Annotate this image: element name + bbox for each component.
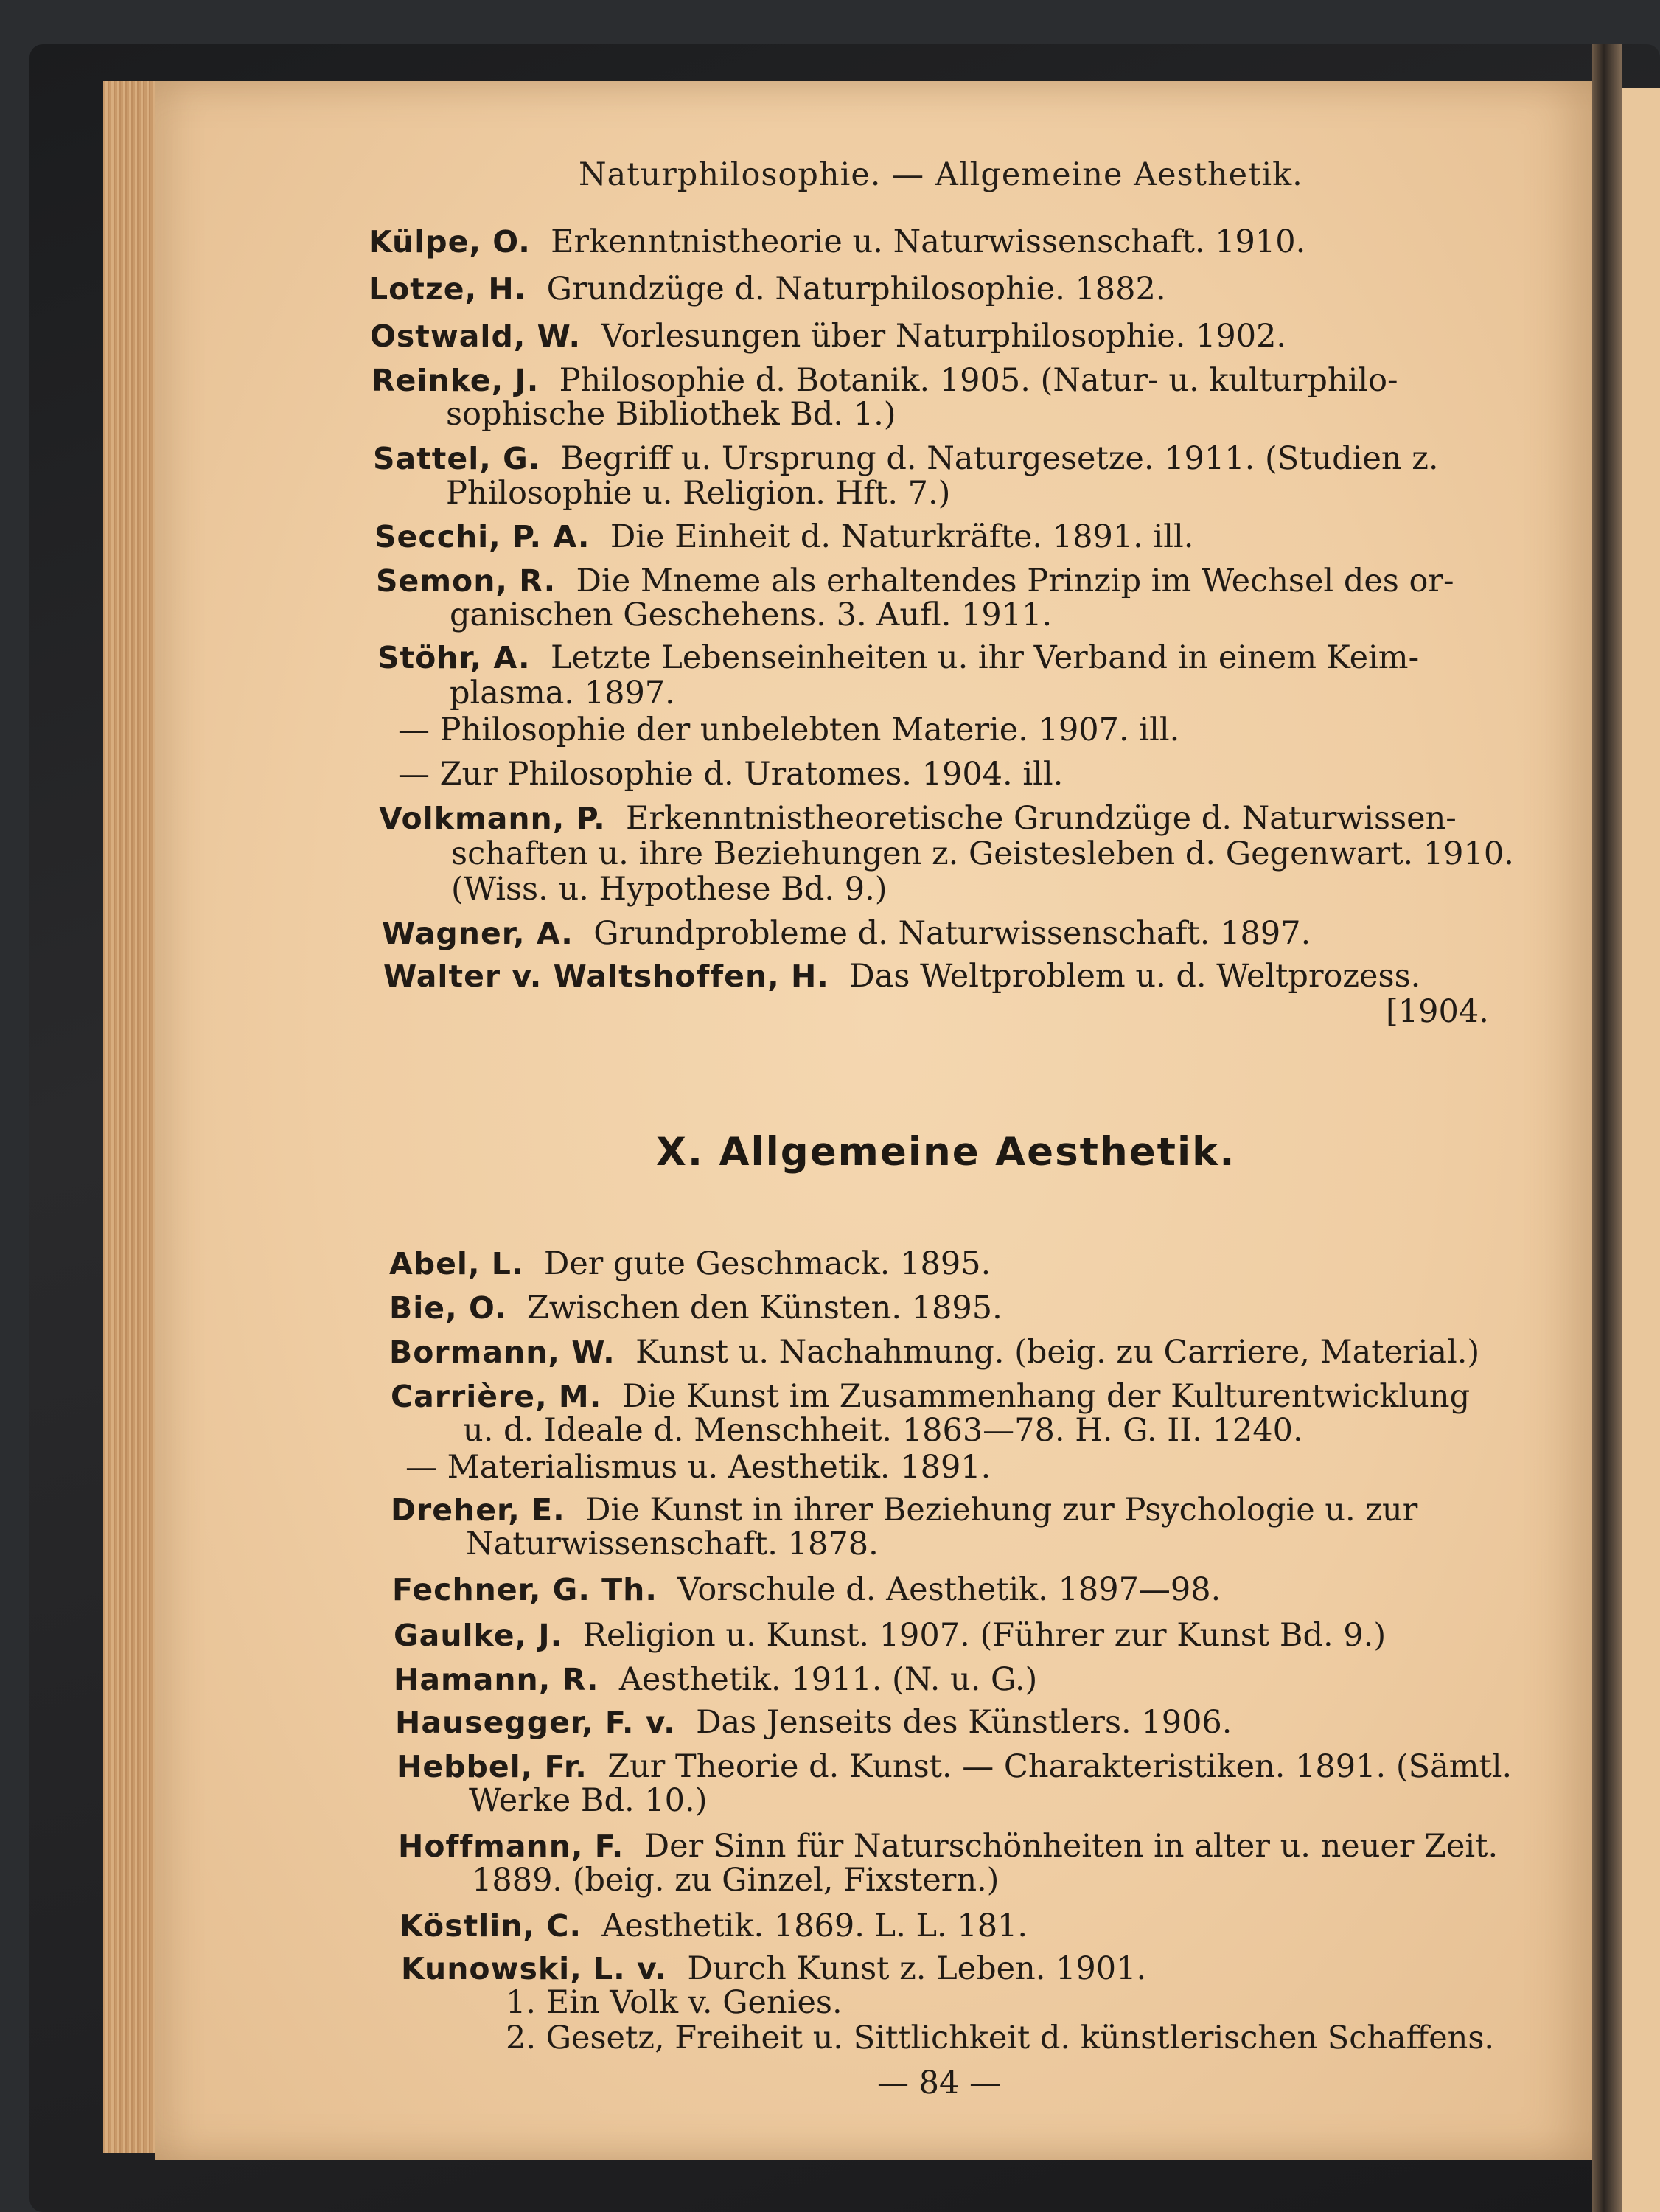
entry-author: Reinke, J. bbox=[372, 363, 540, 398]
entry-text: Aesthetik. 1911. (N. u. G.) bbox=[618, 1661, 1038, 1698]
entry-gaulke bbox=[394, 1615, 1386, 1656]
entry-author: Hoffmann, F. bbox=[398, 1829, 624, 1864]
entry-text: Durch Kunst z. Leben. 1901. bbox=[687, 1950, 1147, 1987]
entry-text: Aesthetik. 1869. L. L. 181. bbox=[601, 1907, 1028, 1944]
entry-author: Lotze, H. bbox=[369, 271, 527, 307]
entry-text: — Philosophie der unbelebten Materie. 1907. ill. bbox=[398, 712, 1180, 748]
entry-author: Köstlin, C. bbox=[400, 1908, 582, 1944]
entry-text: Erkenntnistheorie u. Naturwissenschaft. 1910. bbox=[551, 223, 1306, 260]
entry-carriere-2 bbox=[405, 1447, 991, 1488]
entry-text: Grundzüge d. Naturphilosophie. 1882. bbox=[546, 271, 1166, 307]
entry-text: Das Jenseits des Künstlers. 1906. bbox=[696, 1704, 1232, 1741]
entry-author: Bormann, W. bbox=[389, 1335, 615, 1370]
entry-author: Abel, L. bbox=[389, 1246, 524, 1281]
entry-text: Begriff u. Ursprung d. Naturgesetze. 1911. (Studien z. bbox=[560, 440, 1439, 477]
entry-text: Vorschule d. Aesthetik. 1897—98. bbox=[677, 1571, 1221, 1608]
entry-author: Hamann, R. bbox=[394, 1662, 599, 1697]
entry-text: Kunst u. Nachahmung. (beig. zu Carriere, Material.) bbox=[635, 1334, 1480, 1371]
entry-continuation: plasma. 1897. bbox=[450, 675, 675, 712]
entry-text: Religion u. Kunst. 1907. (Führer zur Kunst Bd. 9.) bbox=[582, 1617, 1387, 1654]
entry-hausegger bbox=[395, 1702, 1232, 1743]
entry-text: Die Kunst im Zusammenhang der Kulturentwicklung bbox=[621, 1378, 1471, 1415]
facing-page-edge bbox=[1622, 88, 1660, 2212]
entry-author: Stöhr, A. bbox=[377, 640, 531, 675]
entry-lotze bbox=[369, 268, 1166, 310]
entry-text: Zur Theorie d. Kunst. — Charakteristiken. 1891. (Sämtl. bbox=[607, 1748, 1513, 1785]
entry-author: Walter v. Waltshoffen, H. bbox=[383, 959, 829, 994]
entry-text: Das Weltproblem u. d. Weltprozess. bbox=[849, 958, 1421, 995]
page-number: — 84 — bbox=[877, 2065, 1002, 2101]
entry-koestlin bbox=[400, 1905, 1028, 1947]
entry-bie bbox=[389, 1287, 1002, 1329]
entry-author: Kunowski, L. v. bbox=[401, 1951, 667, 1986]
running-head-text: Naturphilosophie. — Allgemeine Aesthetik. bbox=[579, 156, 1303, 193]
entry-author: Hebbel, Fr. bbox=[397, 1749, 587, 1784]
entry-continuation: [1904. bbox=[1386, 993, 1489, 1030]
entry-author: Hausegger, F. v. bbox=[395, 1705, 676, 1740]
entry-ostwald bbox=[370, 316, 1286, 357]
entry-continuation: 1889. (beig. zu Ginzel, Fixstern.) bbox=[472, 1862, 1000, 1899]
entry-author: Semon, R. bbox=[376, 563, 557, 599]
entry-author: Wagner, A. bbox=[382, 916, 573, 951]
entry-author: Volkmann, P. bbox=[379, 801, 606, 836]
book-gutter bbox=[1592, 44, 1622, 2212]
section-heading: X. Allgemeine Aesthetik. bbox=[656, 1130, 1236, 1175]
entry-author: Ostwald, W. bbox=[370, 319, 582, 354]
entry-author: Bie, O. bbox=[389, 1290, 507, 1326]
entry-continuation: u. d. Ideale d. Menschheit. 1863—78. H. G. II. 1240. bbox=[463, 1412, 1303, 1449]
entry-continuation: Naturwissenschaft. 1878. bbox=[466, 1526, 879, 1562]
entry-text: Die Einheit d. Naturkräfte. 1891. ill. bbox=[610, 518, 1194, 555]
entry-author: Gaulke, J. bbox=[394, 1618, 563, 1653]
entry-text: Philosophie d. Botanik. 1905. (Natur- u. kulturphilo- bbox=[559, 362, 1398, 399]
entry-continuation: 1. Ein Volk v. Genies. bbox=[506, 1984, 843, 2021]
entry-stoehr-2 bbox=[398, 709, 1179, 751]
entry-text: Erkenntnistheoretische Grundzüge d. Naturwissen- bbox=[626, 800, 1457, 837]
entry-kuelpe bbox=[369, 221, 1305, 262]
entry-text: Der Sinn für Naturschönheiten in alter u. neuer Zeit. bbox=[644, 1828, 1499, 1865]
entry-continuation: 2. Gesetz, Freiheit u. Sittlichkeit d. künstlerischen Schaffens. bbox=[506, 2020, 1495, 2056]
entry-text: Vorlesungen über Naturphilosophie. 1902. bbox=[601, 318, 1287, 355]
entry-author: Fechner, G. Th. bbox=[392, 1572, 658, 1607]
entry-stoehr-3 bbox=[398, 754, 1063, 795]
entry-walter bbox=[383, 956, 1420, 997]
entry-hamann bbox=[394, 1659, 1037, 1700]
entry-author: Külpe, O. bbox=[369, 224, 531, 260]
entry-text: Zwischen den Künsten. 1895. bbox=[526, 1290, 1002, 1326]
entry-wagner bbox=[382, 913, 1311, 954]
entry-text: — Zur Philosophie d. Uratomes. 1904. ill. bbox=[398, 756, 1064, 793]
entry-continuation: (Wiss. u. Hypothese Bd. 9.) bbox=[451, 871, 887, 908]
entry-text: Grundprobleme d. Naturwissenschaft. 1897. bbox=[593, 915, 1311, 952]
entry-text: — Materialismus u. Aesthetik. 1891. bbox=[405, 1449, 991, 1486]
entry-author: Secchi, P. A. bbox=[374, 519, 590, 554]
entry-text: Die Mneme als erhaltendes Prinzip im Wechsel des or- bbox=[576, 563, 1454, 599]
entry-continuation: schaften u. ihre Beziehungen z. Geistesleben d. Gegenwart. 1910. bbox=[451, 835, 1514, 872]
entry-text: Die Kunst in ihrer Beziehung zur Psychologie u. zur bbox=[585, 1492, 1418, 1528]
entry-continuation: sophische Bibliothek Bd. 1.) bbox=[446, 396, 896, 433]
entry-text: Letzte Lebenseinheiten u. ihr Verband in einem Keim- bbox=[550, 639, 1420, 676]
entry-continuation: Werke Bd. 10.) bbox=[469, 1782, 708, 1819]
entry-continuation: ganischen Geschehens. 3. Aufl. 1911. bbox=[450, 597, 1053, 633]
entry-author: Carrière, M. bbox=[391, 1379, 602, 1414]
entry-continuation: Philosophie u. Religion. Hft. 7.) bbox=[446, 475, 951, 512]
entry-bormann bbox=[389, 1332, 1479, 1373]
entry-abel bbox=[389, 1243, 991, 1284]
entry-author: Dreher, E. bbox=[391, 1492, 565, 1528]
entry-fechner bbox=[392, 1569, 1221, 1610]
entry-text: Der gute Geschmack. 1895. bbox=[543, 1245, 991, 1282]
entry-secchi bbox=[374, 516, 1193, 557]
entry-author: Sattel, G. bbox=[373, 441, 541, 476]
